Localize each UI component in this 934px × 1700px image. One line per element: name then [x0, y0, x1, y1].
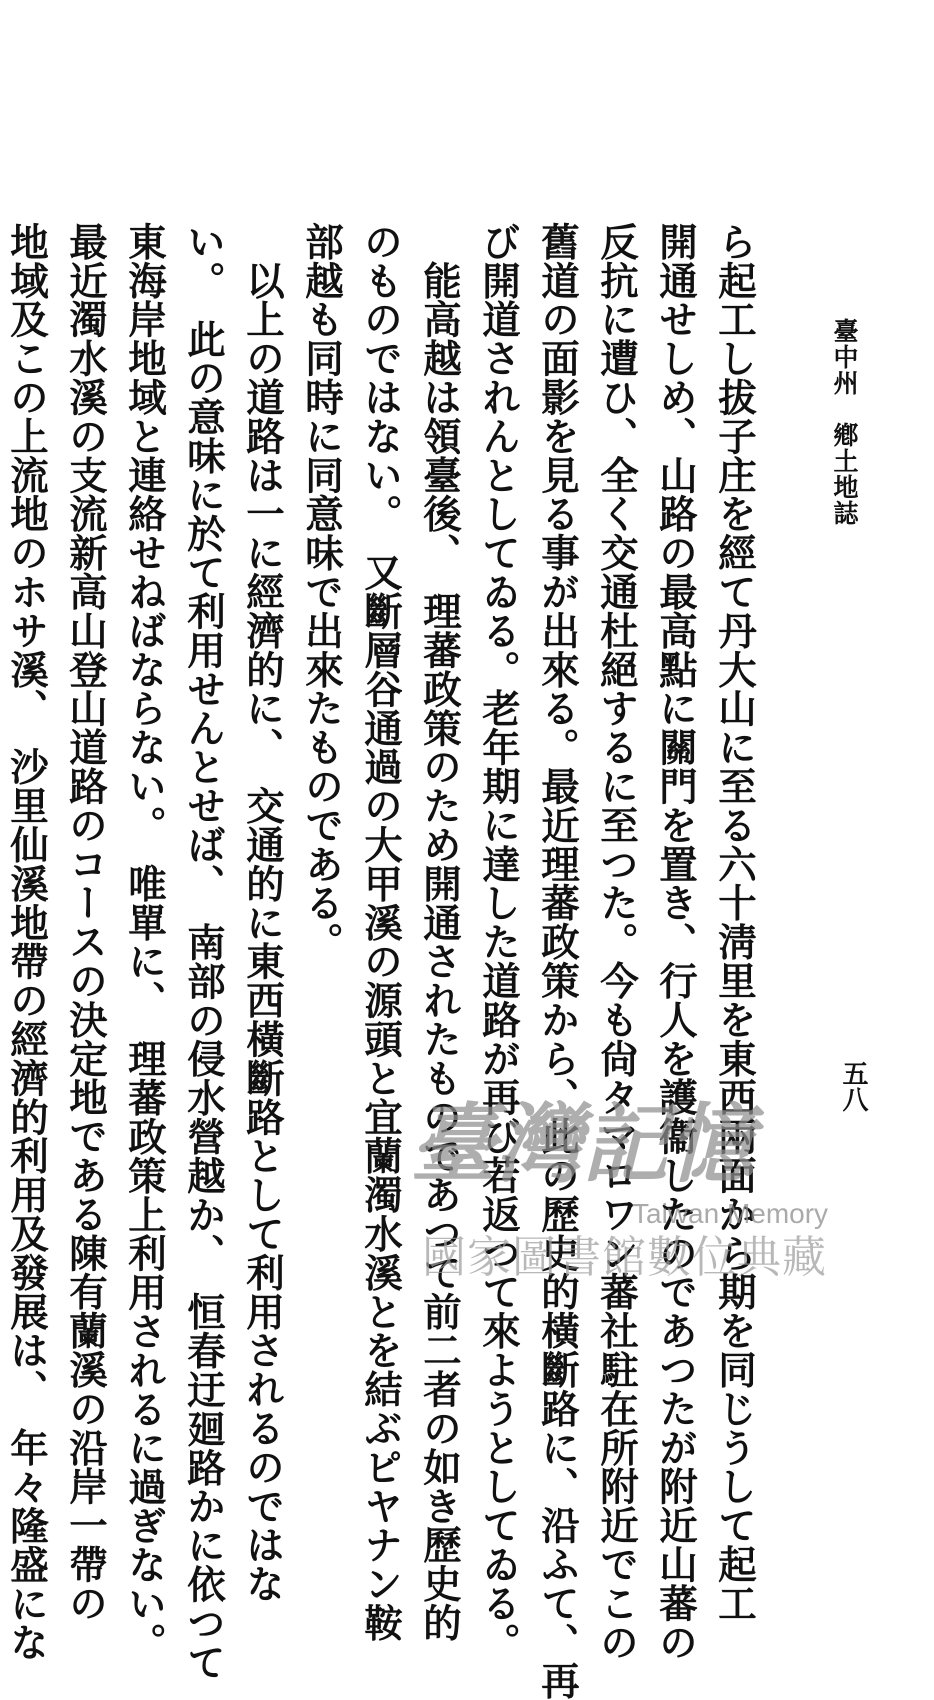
text-line-4: 舊道の面影を見る事が出來る。最近理蕃政策から、此の歷史的橫斷路に、沿ふて、再	[535, 222, 580, 1700]
text-line-13: 地域及この上流地のホサ溪、 沙里仙溪地帶の經濟的利用及發展は、 年々隆盛にな	[4, 222, 49, 1662]
watermark-english: Taiwan Memory	[632, 1198, 829, 1229]
body-text	[4, 222, 764, 1700]
text-line-6: 能高越は領臺後、 理蕃政策のため開通されたものであつて前二者の如き歷史的	[417, 222, 462, 1643]
text-line-9: 以上の道路は一に經濟的に、 交通的に東西橫斷路として利用されるのではな	[240, 222, 285, 1604]
watermark-logo-text: 臺灣記憶	[410, 1094, 754, 1195]
text-line-7: のものではない。 又斷層谷通過の大甲溪の源頭と宜蘭濁水溪とを結ぶピヤナン鞍	[358, 222, 403, 1643]
text-line-2: 開通せしめ、山路の最高點に關門を置き、行人を護衞したのであつたが附近山蕃の	[653, 222, 698, 1662]
text-line-3: 反抗に遭ひ、全く交通杜絕するに至つた。今も尙タマロワン蕃社駐在所附近でこの	[594, 222, 639, 1662]
text-line-10: い。 此の意味に於て利用せんとせば、 南部の侵水營越か、 恒春迂廻路かに依つて	[181, 222, 226, 1682]
watermark-subtitle: 國家圖書館數位典藏	[422, 1232, 827, 1283]
text-line-8: 部越も同時に同意味で出來たものである。	[299, 222, 344, 962]
text-line-12: 最近濁水溪の支流新高山登山道路のコースの決定地である陳有蘭溪の沿岸一帶の	[63, 222, 108, 1623]
text-line-1: ら起工し拔子庄を經て丹大山に至る六十淸里を東西兩面から期を同じうして起工	[712, 222, 757, 1623]
page-number: 五八	[838, 1060, 868, 1112]
text-line-5: び開道されんとしてゐる。老年期に達した道路が再び若返つて來ようとしてゐる。	[476, 222, 521, 1662]
text-line-11: 東海岸地域と連絡せねばならない。 唯單に、 理蕃政策上利用されるに過ぎない。	[122, 222, 167, 1662]
page-header-title: 臺中州 鄕土地誌	[830, 318, 859, 526]
